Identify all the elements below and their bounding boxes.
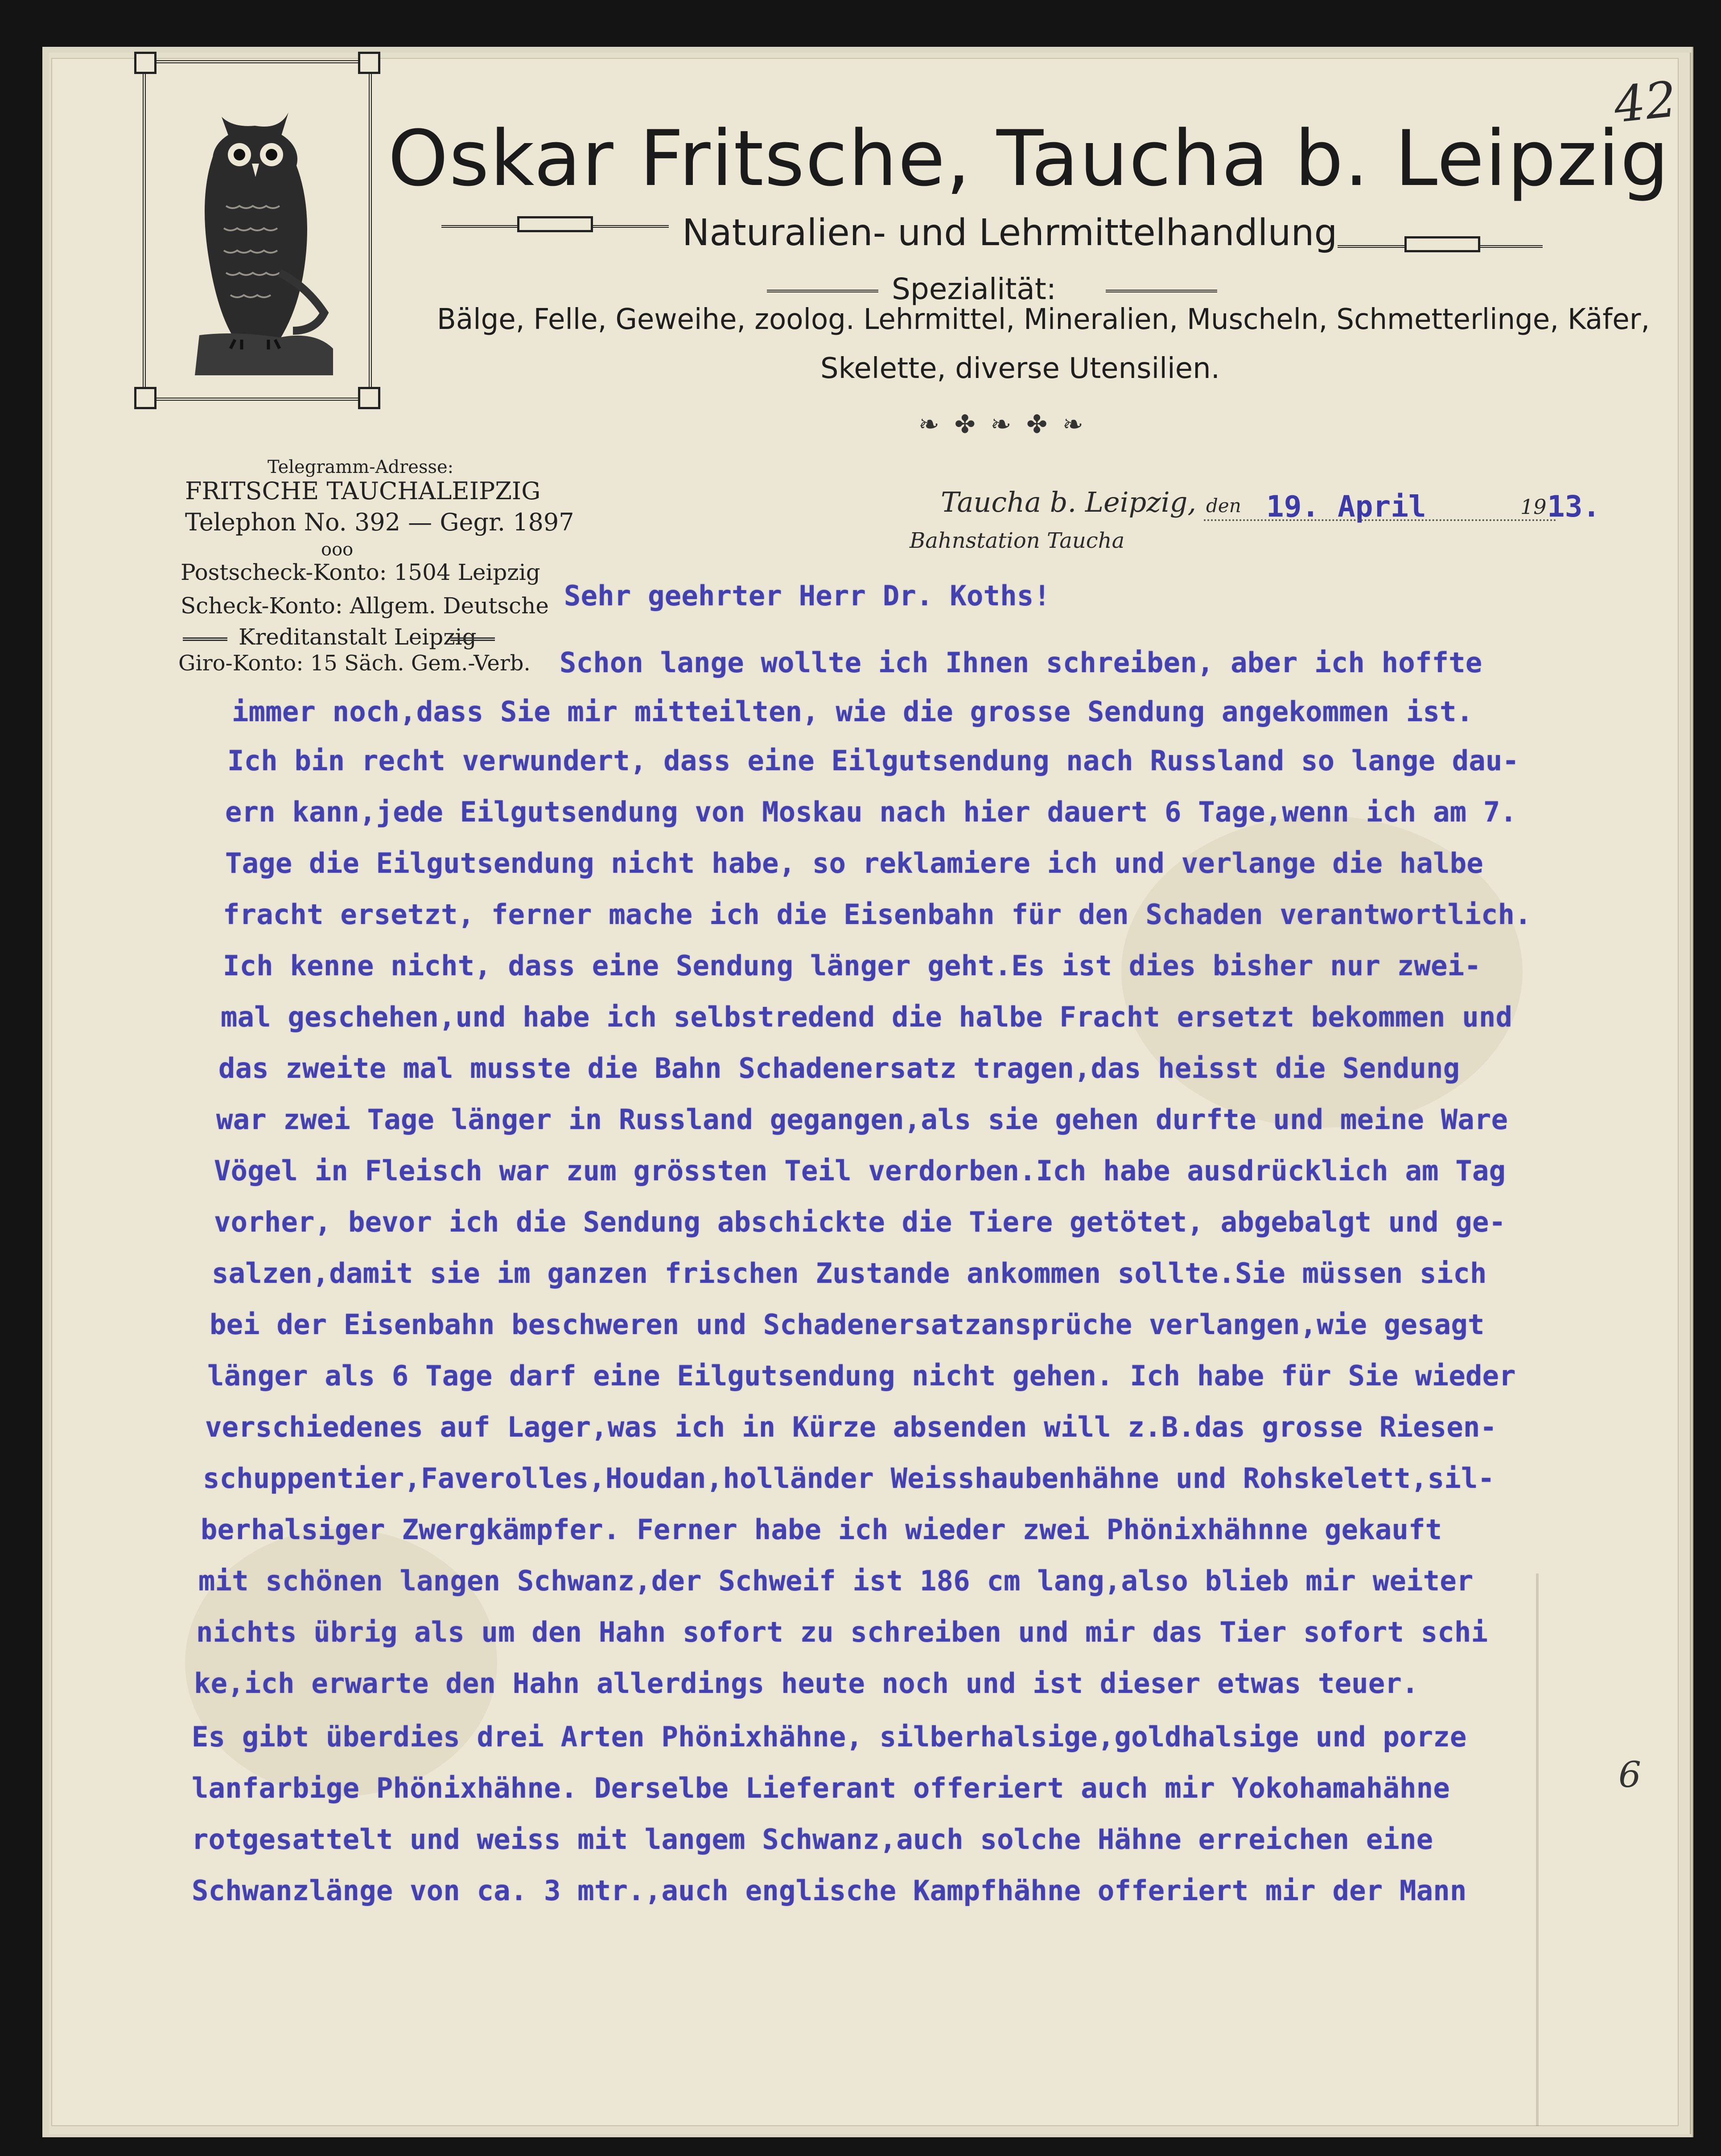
letter-line: Schwanzlänge von ca. 3 mtr.,auch englische Kampfhähne offeriert mir der Mann xyxy=(192,1874,1467,1907)
letter-line: das zweite mal musste die Bahn Schadenersatz tragen,das heisst die Sendung xyxy=(218,1052,1460,1084)
specialty-line-2: Skelette, diverse Utensilien. xyxy=(820,352,1220,385)
railway-station: Bahnstation Taucha xyxy=(910,528,1125,553)
letter-line: Es gibt überdies drei Arten Phönixhähne, silberhalsige,goldhalsige und porze xyxy=(192,1721,1467,1753)
postscheck-account: Postscheck-Konto: 1504 Leipzig xyxy=(181,559,540,585)
telephone-line: Telephon No. 392 — Gegr. 1897 xyxy=(185,508,574,536)
letter-line: war zwei Tage länger in Russland gegangen,als sie gehen durfte und meine Ware xyxy=(216,1103,1508,1136)
giro-account: Giro-Konto: 15 Säch. Gem.-Verb. xyxy=(178,651,531,676)
letter-line: lanfarbige Phönixhähne. Derselbe Lieferant offeriert auch mir Yokohamahähne xyxy=(192,1772,1450,1804)
letter-line: verschiedenes auf Lager,was ich in Kürze absenden will z.B.das grosse Riesen- xyxy=(205,1411,1497,1443)
telegram-address: FRITSCHE TAUCHALEIPZIG xyxy=(185,477,541,505)
letter-line: ke,ich erwarte den Hahn allerdings heute noch und ist dieser etwas teuer. xyxy=(194,1667,1419,1700)
ornament-icon: ❧ ✤ ❧ ✤ ❧ xyxy=(918,410,1087,439)
dateline-den: den xyxy=(1206,495,1241,517)
date-month: April xyxy=(1338,489,1426,524)
date-day: 19. xyxy=(1266,489,1320,524)
letter-line: mit schönen langen Schwanz,der Schweif ist 186 cm lang,also blieb mir weiter xyxy=(198,1565,1474,1597)
date-year-prefix: 19 xyxy=(1520,495,1547,519)
letter-line: immer noch,dass Sie mir mitteilten, wie die grosse Sendung angekommen ist. xyxy=(232,695,1474,728)
letter-line: ern kann,jede Eilgutsendung von Moskau nach hier dauert 6 Tage,wenn ich am 7. xyxy=(225,796,1517,828)
company-subtitle: Naturalien- und Lehrmittelhandlung xyxy=(682,212,1338,254)
letter-line: Tage die Eilgutsendung nicht habe, so reklamiere ich und verlange die halbe xyxy=(225,847,1484,879)
salutation: Sehr geehrter Herr Dr. Koths! xyxy=(564,579,1051,612)
date-year-suffix: 13. xyxy=(1547,489,1601,524)
letter-line: Schon lange wollte ich Ihnen schreiben, aber ich hoffte xyxy=(560,646,1482,679)
company-name: Oskar Fritsche, Taucha b. Leipzig xyxy=(388,114,1670,203)
margin-mark: 6 xyxy=(1618,1754,1641,1795)
letter-line: berhalsiger Zwergkämpfer. Ferner habe ich wieder zwei Phönixhähnne gekauft xyxy=(201,1513,1442,1546)
letter-line: fracht ersetzt, ferner mache ich die Eisenbahn für den Schaden verantwortlich. xyxy=(223,898,1532,931)
letter-line: Ich kenne nicht, dass eine Sendung länger geht.Es ist dies bisher nur zwei- xyxy=(223,949,1482,982)
archive-number: 42 xyxy=(1611,70,1680,134)
letter-line: schuppentier,Faverolles,Houdan,holländer Weisshaubenhähne und Rohskelett,sil- xyxy=(203,1462,1495,1495)
letter-line: Ich bin recht verwundert, dass eine Eilgutsendung nach Russland so lange dau- xyxy=(227,744,1519,777)
letter-line: vorher, bevor ich die Sendung abschickte die Tiere getötet, abgebalgt und ge- xyxy=(214,1206,1506,1238)
divider-dots: ooo xyxy=(321,539,354,560)
paper-fold xyxy=(1536,1573,1539,2126)
letter-line: rotgesattelt und weiss mit langem Schwanz,auch solche Hähne erreichen eine xyxy=(192,1823,1433,1856)
specialty-label: Spezialität: xyxy=(892,272,1056,306)
letter-line: mal geschehen,und habe ich selbstredend die halbe Fracht ersetzt bekommen und xyxy=(221,1001,1513,1033)
date-underline xyxy=(1204,519,1556,521)
letter-line: Vögel in Fleisch war zum grössten Teil verdorben.Ich habe ausdrücklich am Tag xyxy=(214,1154,1506,1187)
letter-line: nichts übrig als um den Hahn sofort zu schreiben und mir das Tier sofort schi xyxy=(196,1616,1488,1648)
owl-icon xyxy=(146,63,369,398)
letter-line: salzen,damit sie im ganzen frischen Zustande ankommen sollte.Sie müssen sich xyxy=(212,1257,1487,1289)
scheck-account-line-1: Scheck-Konto: Allgem. Deutsche xyxy=(181,593,549,619)
dateline-place: Taucha b. Leipzig, xyxy=(941,486,1197,518)
owl-logo-frame xyxy=(143,60,372,401)
specialty-line-1: Bälge, Felle, Geweihe, zoolog. Lehrmittel, Mineralien, Muscheln, Schmetterlinge, Käfer, xyxy=(437,303,1650,336)
letter-line: bei der Eisenbahn beschweren und Schadenersatzansprüche verlangen,wie gesagt xyxy=(210,1308,1485,1341)
letter-line: länger als 6 Tage darf eine Eilgutsendung nicht gehen. Ich habe für Sie wieder xyxy=(207,1359,1516,1392)
scheck-account-line-2: Kreditanstalt Leipzig xyxy=(239,624,477,650)
telegram-label: Telegramm-Adresse: xyxy=(268,457,454,477)
